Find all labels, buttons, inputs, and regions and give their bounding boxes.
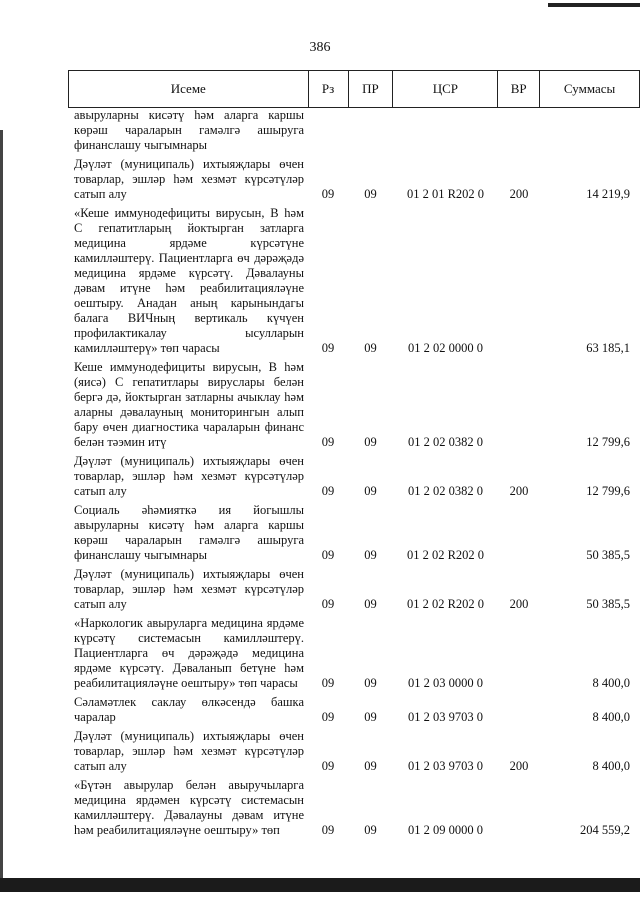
row-vr: 200 (509, 484, 529, 498)
row-rz: 09 (321, 710, 335, 724)
row-rz: 09 (321, 435, 335, 449)
row-rz: 09 (321, 187, 335, 201)
table-body (68, 108, 640, 838)
table-row (68, 206, 640, 356)
row-rz: 09 (321, 676, 335, 690)
row-sum: 63 185,1 (586, 341, 630, 355)
row-rz: 09 (321, 484, 335, 498)
table-row (68, 360, 640, 450)
row-sum: 50 385,5 (586, 548, 630, 562)
header-pr: ПР (349, 71, 394, 107)
row-name: авыруларны кисәтү һәм аларга каршы көрәш чараларын гамәлгә ашыруга финанслашу чыгымнары (74, 108, 304, 152)
row-pr: 09 (364, 823, 377, 837)
row-pr: 09 (364, 341, 377, 355)
table-row (68, 454, 640, 499)
row-pr: 09 (364, 759, 377, 773)
row-pr: 09 (364, 710, 377, 724)
row-csr: 01 2 02 0000 0 (408, 341, 483, 355)
row-sum: 204 559,2 (580, 823, 630, 837)
row-name: Дәүләт (муниципаль) ихтыяҗлары өчен товарлар, эшләр һәм хезмәт күрсәтүләр сатып алу (74, 567, 304, 611)
header-vr: ВР (498, 71, 540, 107)
row-pr: 09 (364, 597, 377, 611)
table-row (68, 157, 640, 202)
row-rz: 09 (321, 341, 335, 355)
table-row (68, 616, 640, 691)
row-sum: 8 400,0 (592, 676, 630, 690)
page-number: 386 (309, 40, 331, 55)
table-row (68, 567, 640, 612)
row-rz: 09 (321, 597, 335, 611)
row-name: Дәүләт (муниципаль) ихтыяҗлары өчен товарлар, эшләр һәм хезмәт күрсәтүләр сатып алу (74, 157, 304, 201)
scan-edge-top (548, 3, 640, 7)
row-csr: 01 2 02 R202 0 (406, 548, 485, 562)
row-sum: 12 799,6 (586, 484, 630, 498)
table-row (68, 503, 640, 563)
row-vr: 200 (509, 759, 529, 773)
row-sum: 14 219,9 (586, 187, 630, 201)
budget-table (68, 70, 640, 842)
table-row (68, 729, 640, 774)
row-rz: 09 (321, 823, 335, 837)
row-pr: 09 (364, 676, 377, 690)
table-row (68, 108, 640, 153)
row-csr: 01 2 02 0382 0 (408, 435, 483, 449)
row-name: Дәүләт (муниципаль) ихтыяҗлары өчен товарлар, эшләр һәм хезмәт күрсәтүләр сатып алу (74, 729, 304, 773)
row-pr: 09 (364, 484, 377, 498)
table-row (68, 778, 640, 838)
row-csr: 01 2 03 9703 0 (408, 710, 483, 724)
row-csr: 01 2 02 0382 0 (408, 484, 483, 498)
row-vr: 200 (509, 187, 529, 201)
row-rz: 09 (321, 548, 335, 562)
table-header (68, 70, 640, 108)
row-name: Социаль әһәмияткә ия йогышлы авыруларны кисәтү һәм аларга каршы көрәш чараларын гамәлгә ашыруга финанслашу чыгымнары (74, 503, 304, 562)
row-name: Сәламәтлек саклау өлкәсендә башка чаралар (74, 695, 304, 724)
row-name: «Бүтән авырулар белән авыручыларга медицина ярдәмен күрсәтү системасын камилләштерү. Дәвалауны дәвам итүне һәм реабилитацияләүне оештыру» төп (74, 778, 304, 837)
scan-edge-left (0, 130, 3, 890)
row-pr: 09 (364, 435, 377, 449)
row-sum: 8 400,0 (592, 759, 630, 773)
row-name: Дәүләт (муниципаль) ихтыяҗлары өчен товарлар, эшләр һәм хезмәт күрсәтүләр сатып алу (74, 454, 304, 498)
row-name: «Кеше иммунодефициты вирусын, B һәм C гепатитларың йоктырган затларга медицина ярдәме күрсәтүне камилләштерү. Пациентларга өч дәрәҗәдә медицина ярдәме күрсәтү. Дәвалауны дәвам итүне һәм реабилитацияләүне оештыру. Анадан аның карынындагы балага ВИЧның вертикаль күчүен профилактикалау ысулларын камилләштерү» төп чарасы (74, 206, 304, 355)
row-sum: 12 799,6 (586, 435, 630, 449)
header-rz: Рз (309, 71, 349, 107)
table-row (68, 695, 640, 725)
scan-edge-bottom (0, 878, 640, 892)
row-csr: 01 2 09 0000 0 (408, 823, 483, 837)
row-sum: 50 385,5 (586, 597, 630, 611)
row-rz: 09 (321, 759, 335, 773)
row-csr: 01 2 01 R202 0 (406, 187, 485, 201)
header-csr: ЦСР (393, 71, 498, 107)
row-name: Кеше иммунодефициты вирусын, B һәм (яисә) C гепатитлары вируслары белән бергә дә, йоктырган затларны ачыклау һәм аларны дәвалауның мониторингын алып бару өчен диагностика чараларын финанс белән тәэмин итү (74, 360, 304, 449)
row-csr: 01 2 02 R202 0 (406, 597, 485, 611)
row-sum: 8 400,0 (592, 710, 630, 724)
row-pr: 09 (364, 187, 377, 201)
row-csr: 01 2 03 9703 0 (408, 759, 483, 773)
row-csr: 01 2 03 0000 0 (408, 676, 483, 690)
row-name: «Наркологик авыруларга медицина ярдәме күрсәтү системасын камилләштерү. Пациентларга өч дәрәҗәдә медицина ярдәме күрсәтү. Дәваланып бетүне һәм реабилитацияләүне оештыру» төп чарасы (74, 616, 304, 690)
row-pr: 09 (364, 548, 377, 562)
header-sum: Суммасы (540, 71, 640, 107)
header-name: Исеме (69, 71, 309, 107)
row-vr: 200 (509, 597, 529, 611)
